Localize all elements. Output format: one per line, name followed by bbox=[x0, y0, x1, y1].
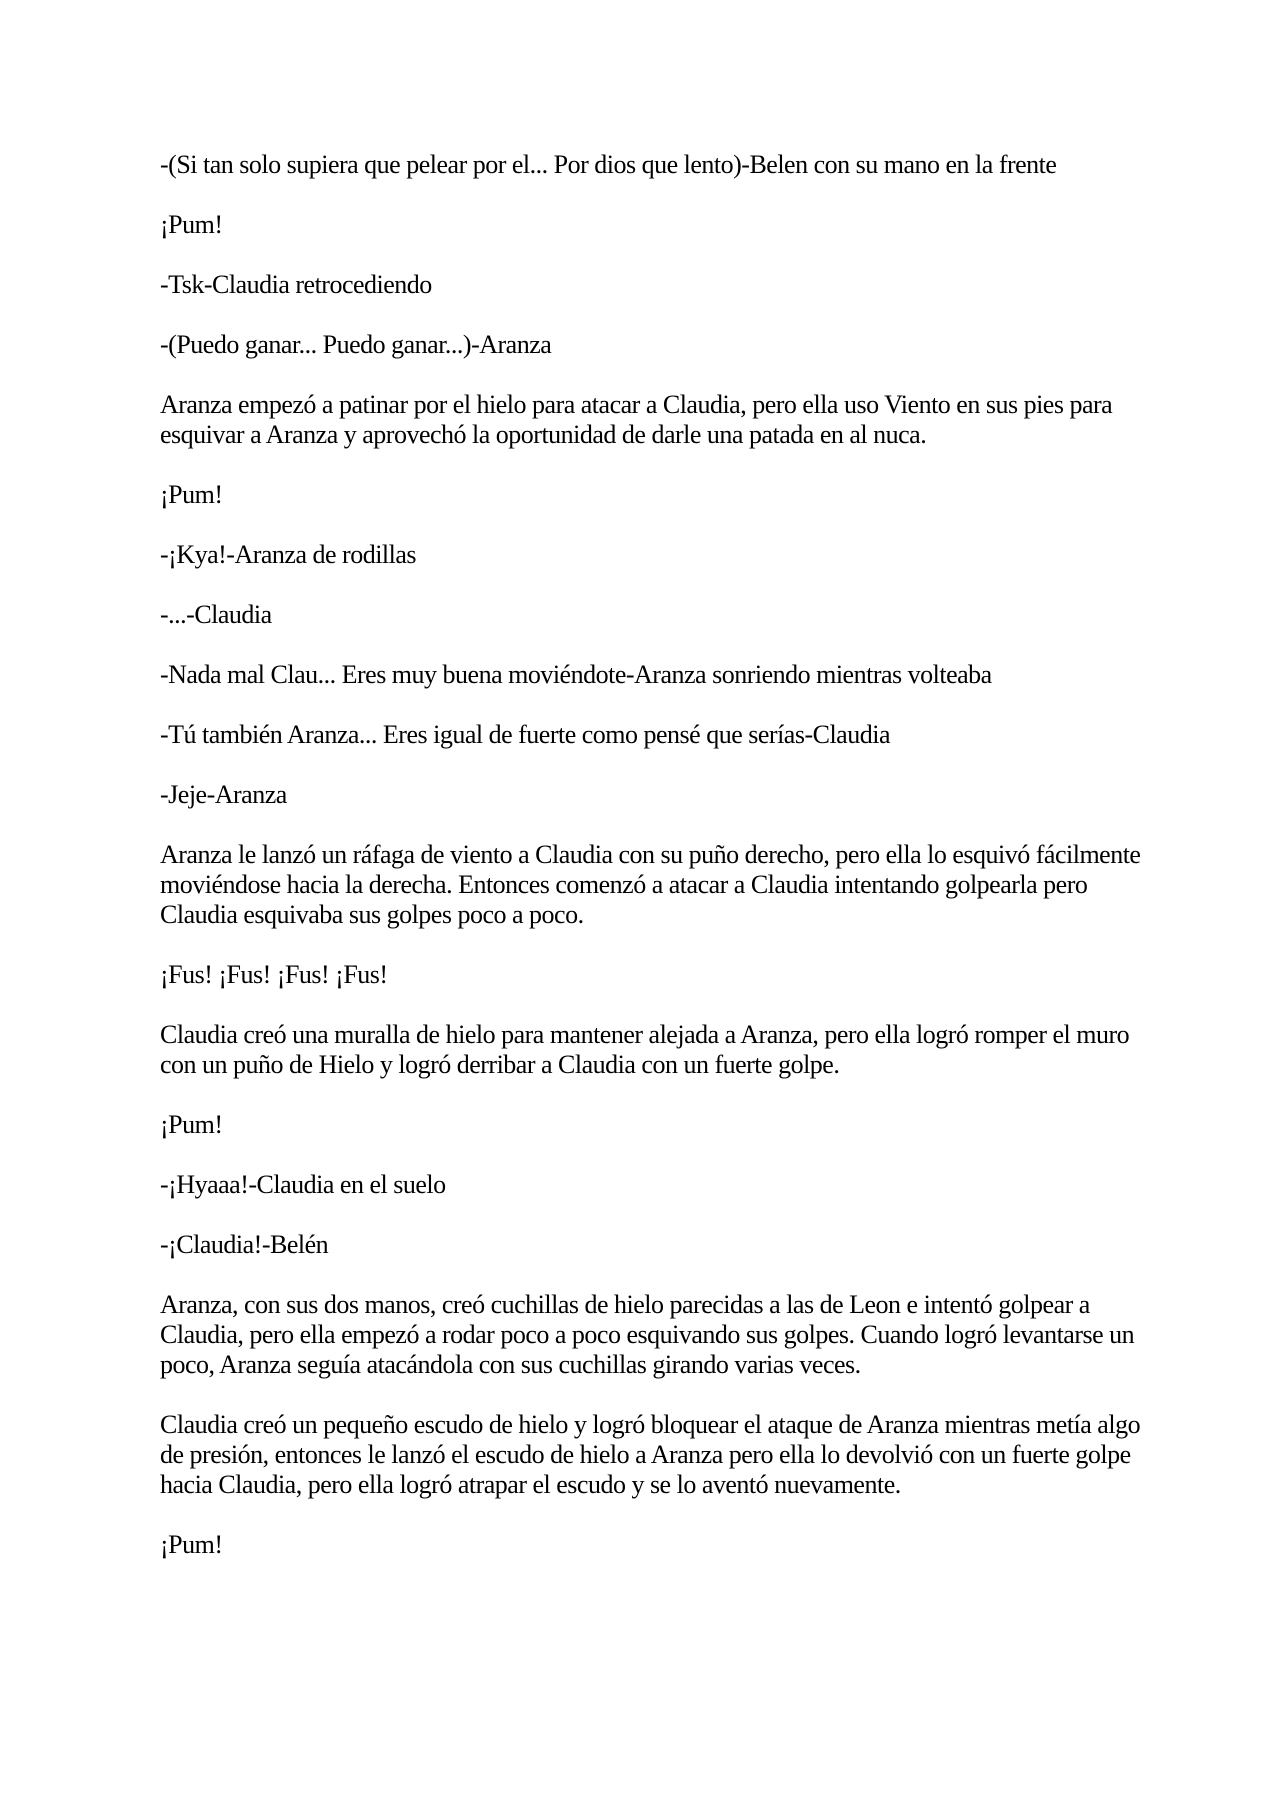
paragraph: Aranza le lanzó un ráfaga de viento a Claudia con su puño derecho, pero ella lo esquivó fácilmente moviéndose hacia la derecha. Entonces comenzó a atacar a Claudia intentando golpearla pero Claudia esquivaba sus golpes poco a poco. bbox=[160, 840, 1141, 929]
paragraph: Aranza, con sus dos manos, creó cuchillas de hielo parecidas a las de Leon e intentó golpear a Claudia, pero ella empezó a rodar poco a poco esquivando sus golpes. Cuando logró levantarse un poco, Aranza seguía atacándola con sus cuchillas girando varias veces. bbox=[160, 1290, 1135, 1379]
paragraph: ¡Pum! bbox=[160, 210, 223, 239]
paragraph: ¡Fus! ¡Fus! ¡Fus! ¡Fus! bbox=[160, 960, 388, 989]
paragraph: -Tú también Aranza... Eres igual de fuerte como pensé que serías-Claudia bbox=[160, 720, 890, 749]
paragraph: -Nada mal Clau... Eres muy buena moviéndote-Aranza sonriendo mientras volteaba bbox=[160, 660, 992, 689]
paragraph: -¡Hyaaa!-Claudia en el suelo bbox=[160, 1170, 446, 1199]
paragraph: Claudia creó un pequeño escudo de hielo y logró bloquear el ataque de Aranza mientras metía algo de presión, entonces le lanzó el escudo de hielo a Aranza pero ella lo devolvió con un fuerte golpe hacia Claudia, pero ella logró atrapar el escudo y se lo aventó nuevamente. bbox=[160, 1410, 1141, 1499]
paragraph: -¡Claudia!-Belén bbox=[160, 1230, 329, 1259]
paragraph: -Jeje-Aranza bbox=[160, 780, 287, 809]
paragraph: ¡Pum! bbox=[160, 480, 223, 509]
paragraph: -¡Kya!-Aranza de rodillas bbox=[160, 540, 417, 569]
paragraph: ¡Pum! bbox=[160, 1110, 223, 1139]
paragraph: -...-Claudia bbox=[160, 600, 272, 629]
document-text bbox=[160, 150, 1145, 1560]
paragraph: ¡Pum! bbox=[160, 1530, 223, 1559]
paragraph: -(Si tan solo supiera que pelear por el... Por dios que lento)-Belen con su mano en la frente bbox=[160, 150, 1057, 179]
paragraph: Aranza empezó a patinar por el hielo para atacar a Claudia, pero ella uso Viento en sus pies para esquivar a Aranza y aprovechó la oportunidad de darle una patada en al nuca. bbox=[160, 390, 1113, 449]
paragraph: -Tsk-Claudia retrocediendo bbox=[160, 270, 432, 299]
paragraph: -(Puedo ganar... Puedo ganar...)-Aranza bbox=[160, 330, 552, 359]
paragraph: Claudia creó una muralla de hielo para mantener alejada a Aranza, pero ella logró romper el muro con un puño de Hielo y logró derribar a Claudia con un fuerte golpe. bbox=[160, 1020, 1130, 1079]
